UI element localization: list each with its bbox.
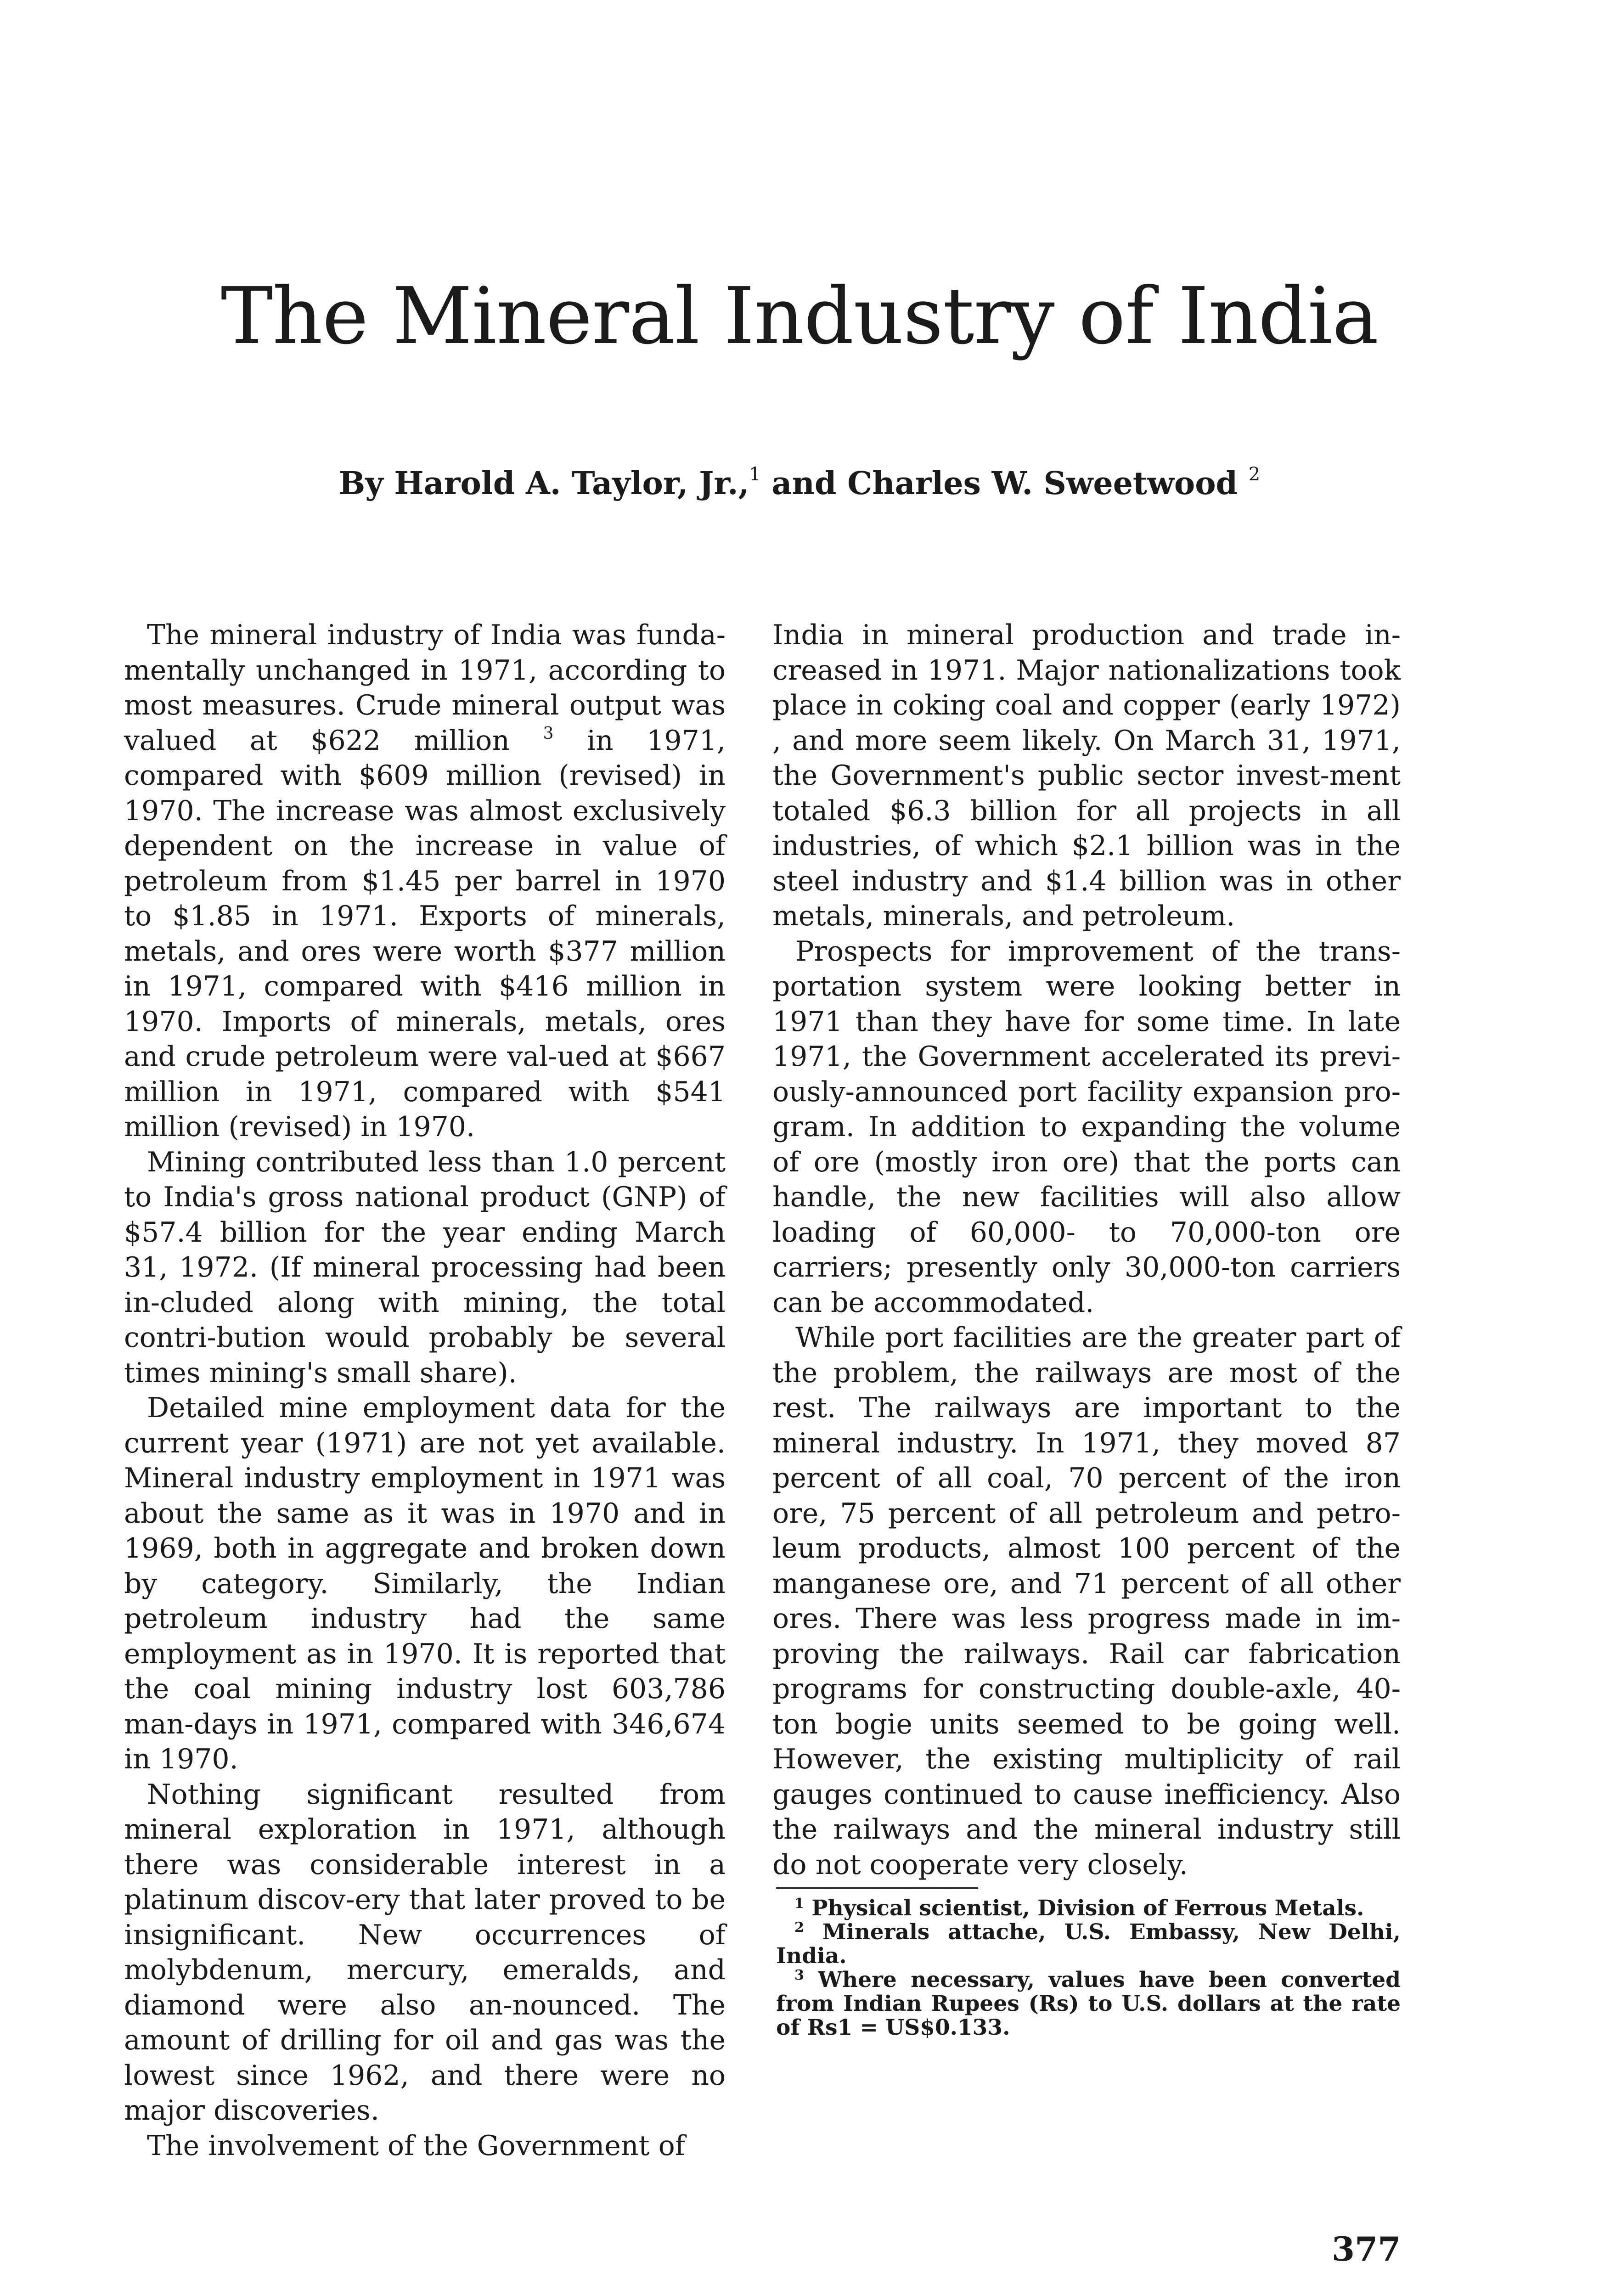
paragraph-1 bbox=[124, 618, 726, 1145]
paragraph-2: Mining contributed less than 1.0 percent to India's gross national product (GNP) of $57.4 billion for the year ending March 31, 1972. (If mineral processing had been in-cluded along with mining, the total contri-bution would probably be several times mining's small share). bbox=[124, 1146, 726, 1389]
footnotes bbox=[776, 1896, 1401, 2040]
footnote-marker-2: 2 bbox=[1248, 464, 1261, 485]
footnote-2 bbox=[776, 1920, 1401, 1968]
footnote-2-marker: 2 bbox=[794, 1919, 804, 1936]
paragraph-7: While port facilities are the greater part of the problem, the railways are most of the rest. The railways are important to the mineral industry. In 1971, they moved 87 percent of all coal, 70 percent of the iron ore, 75 percent of all petroleum and petro-leum products, almost 100 percent of the manganese ore, and 71 percent of all other ores. There was less progress made in im-proving the railways. Rail car fabrication programs for constructing double-axle, 40-ton bogie units seemed to be going well. However, the existing multiplicity of rail gauges continued to cause inefficiency. Also the railways and the mineral industry still do not cooperate very closely. bbox=[772, 1322, 1401, 1881]
paragraph-4: Nothing significant resulted from mineral exploration in 1971, although there was considerable interest in a platinum discov-ery that later proved to be insignificant. New occurrences of molybdenum, mercury, emeralds, and diamond were also an-nounced. The amount of drilling for oil and gas was the lowest since 1962, and there were no major discoveries. bbox=[124, 1778, 726, 2127]
footnote-1-marker: 1 bbox=[794, 1896, 804, 1912]
byline-author-2: and Charles W. Sweetwood bbox=[760, 465, 1249, 502]
paragraph-5-start: The involvement of the Government of bbox=[147, 2129, 685, 2162]
left-column bbox=[124, 618, 726, 2163]
paragraph-1-text-b: in 1971, compared with $609 million (revised) in 1970. The increase was almost exclusively dependent on the increase in value of petroleum from $1.45 per barrel in 1970 to $1.85 in 1971. Exports of minerals, metals, and ores were worth $377 million in 1971, compared with $416 million in 1970. Imports of minerals, metals, ores and crude petroleum were val-ued at $667 million in 1971, compared with $541 million (revised) in 1970. bbox=[124, 724, 726, 1143]
footnote-2-text: Minerals attache, U.S. Embassy, New Delhi, India. bbox=[776, 1919, 1401, 1969]
article-title: The Mineral Industry of India bbox=[220, 271, 1379, 362]
footnote-1-text: Physical scientist, Division of Ferrous Metals. bbox=[804, 1896, 1364, 1921]
footnote-3 bbox=[776, 1968, 1401, 2040]
footnote-3-marker: 3 bbox=[794, 1967, 804, 1983]
byline-author-1: By Harold A. Taylor, Jr., bbox=[338, 465, 749, 502]
paragraph-5-continued: India in mineral production and trade in-creased in 1971. Major nationalizations took place in coking coal and copper (early 1972) , and more seem likely. On March 31, 1971, the Government's public sector invest-ment totaled $6.3 billion for all projects in all industries, of which $2.1 billion was in the steel industry and $1.4 billion was in other metals, minerals, and petroleum. bbox=[772, 619, 1401, 932]
footnote-1 bbox=[776, 1896, 1401, 1920]
footnote-divider bbox=[776, 1887, 978, 1889]
byline bbox=[0, 464, 1599, 502]
footnote-3-text: Where necessary, values have been converted from Indian Rupees (Rs) to U.S. dollars at the rate of Rs1 = US$0.133. bbox=[776, 1967, 1401, 2040]
paragraph-1-text-a: The mineral industry of India was funda-mentally unchanged in 1971, according to most measures. Crude mineral output was valued at $622 million bbox=[124, 619, 726, 757]
footnote-marker-3: 3 bbox=[543, 724, 554, 743]
right-column bbox=[772, 618, 1401, 1882]
footnote-marker-1: 1 bbox=[749, 464, 761, 485]
page-number: 377 bbox=[1332, 2229, 1401, 2268]
paragraph-3: Detailed mine employment data for the current year (1971) are not yet available. Mineral industry employment in 1971 was about the same as it was in 1970 and in 1969, both in aggregate and broken down by category. Similarly, the Indian petroleum industry had the same employment as in 1970. It is reported that the coal mining industry lost 603,786 man-days in 1971, compared with 346,674 in 1970. bbox=[124, 1392, 726, 1775]
paragraph-6: Prospects for improvement of the trans-portation system were looking better in 1971 than they have for some time. In late 1971, the Government accelerated its previ-ously-announced port facility expansion pro-gram. In addition to expanding the volume of ore (mostly iron ore) that the ports can handle, the new facilities will also allow loading of 60,000- to 70,000-ton ore carriers; presently only 30,000-ton carriers can be accommodated. bbox=[772, 935, 1401, 1319]
